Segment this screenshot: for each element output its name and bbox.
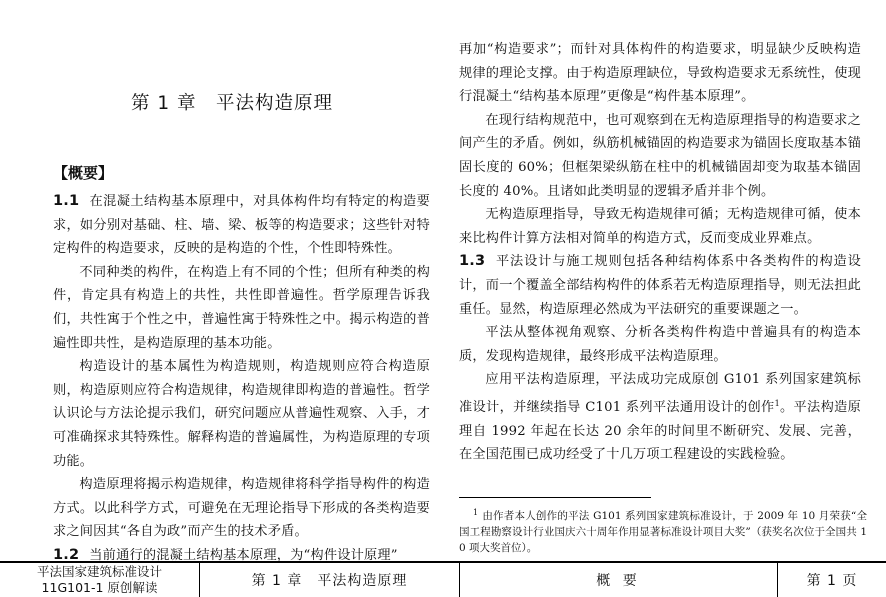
footnote-text: 由作者本人创作的平法 G101 系列国家建筑标准设计，于 2009 年 10 月荣获“全国工程勘察设计行业国庆六十周年作用显著标准设计项目大奖”（获奖名次位于全国共 10 项大奖首位）。 [459,510,867,554]
paragraph: 在现行结构规范中，也可观察到在无构造原理指导的构造要求之间产生的矛盾。例如，纵筋机械锚固的构造要求为锚固长度取基本锚固长度的 60%；但框架梁纵筋在柱中的机械锚固却变为取基本锚固长度的 40%。且诸如此类明显的逻辑矛盾并非个例。 [459,112,861,199]
paragraph-with-footnote-ref [459,368,861,466]
paragraph: 不同种类的构件，在构造上有不同的个性；但所有种类的构件，肯定具有构造上的共性，共性即普遍性。哲学原理告诉我们，共性寓于个性之中，普遍性寓于特殊性之中。揭示构造的普遍性即共性，是构造原理的基本功能。 [53,264,430,351]
paragraph-text: 。平法构造原理自 1992 年起在长达 20 余年的时间里不断研究、发展、完善，在全国范围已成功经受了十几万项工程建设的实践检验。 [459,399,862,463]
paragraph-text: 平法设计与施工规则包括各种结构体系中各类构件的构造设计，而一个覆盖全部结构构件的体系若无构造原理指导，则无法担此重任。显然，构造原理必然成为平法研究的重要课题之一。 [459,254,861,317]
footnote-separator [459,497,651,498]
chapter-title: 第 1 章 平法构造原理 [131,93,334,114]
footer-section: 概 要 [460,563,778,597]
footnote [459,505,867,556]
footer-series-subtitle: 11G101-1 原创解读 [41,580,158,595]
overview-heading: 【概要】 [53,164,114,182]
paragraph: 构造设计的基本属性为构造规则，构造规则应符合构造原则，构造原则应符合构造规律，构造规律即构造的普遍性。哲学认识论与方法论提示我们，研究问题应从普遍性观察、入手，才可准确探求其特殊性。解释构造的普遍属性，为构造原理的专项功能。 [53,359,430,469]
paragraph-text: 应用平法构造原理，平法成功完成原创 G101 系列国家建筑标准设计，并继续指导 C101 系列平法通用设计的创作 [459,372,861,415]
footer-page-number: 第 1 页 [806,573,858,589]
footnote-reference[interactable]: 1 [774,398,780,408]
section-number: 1.3 [459,253,486,270]
footer-chapter: 第 1 章 平法构造原理 [200,563,460,597]
footer-series-title: 平法国家建筑标准设计 [36,564,162,579]
paragraph: 平法从整体视角观察、分析各类构件构造中普遍具有的构造本质，发现构造规律，最终形成平法构造原理。 [459,325,861,364]
paragraph-1-3 [459,250,861,321]
left-text-column [53,190,430,568]
page-footer [0,561,886,597]
paragraph-text: 当前通行的混凝土结构基本原理，为“构件设计原理” [89,547,398,563]
paragraph-text: 在混凝土结构基本原理中，对具体构件均有特定的构造要求，如分别对基础、柱、墙、梁、板等的构造要求；这些针对特定构件的构造要求，反映的是构造的个性，个性即特殊性。 [53,194,430,257]
right-text-column [459,38,861,467]
paragraph-continued: 再加“构造要求”；而针对具体构件的构造要求，明显缺少反映构造规律的理论支撑。由于构造原理缺位，导致构造要求无系统性，使现行混凝土“结构基本原理”更像是“构件基本原理”。 [459,42,861,105]
section-number: 1.1 [53,193,80,209]
section-number: 1.2 [53,546,80,563]
paragraph: 无构造原理指导，导致无构造规律可循；无构造规律可循，使本来比构件计算方法相对简单的构造方式，反而变成业界难点。 [459,207,861,246]
paragraph: 构造原理将揭示构造规律，构造规律将科学指导构件的构造方式。以此科学方式，可避免在无理论指导下形成的各类构造要求之间因其“各自为政”而产生的技术矛盾。 [53,477,430,540]
footnote-mark: 1 [473,508,479,517]
footer-series-cell [0,563,200,597]
paragraph-1-1 [53,190,430,261]
